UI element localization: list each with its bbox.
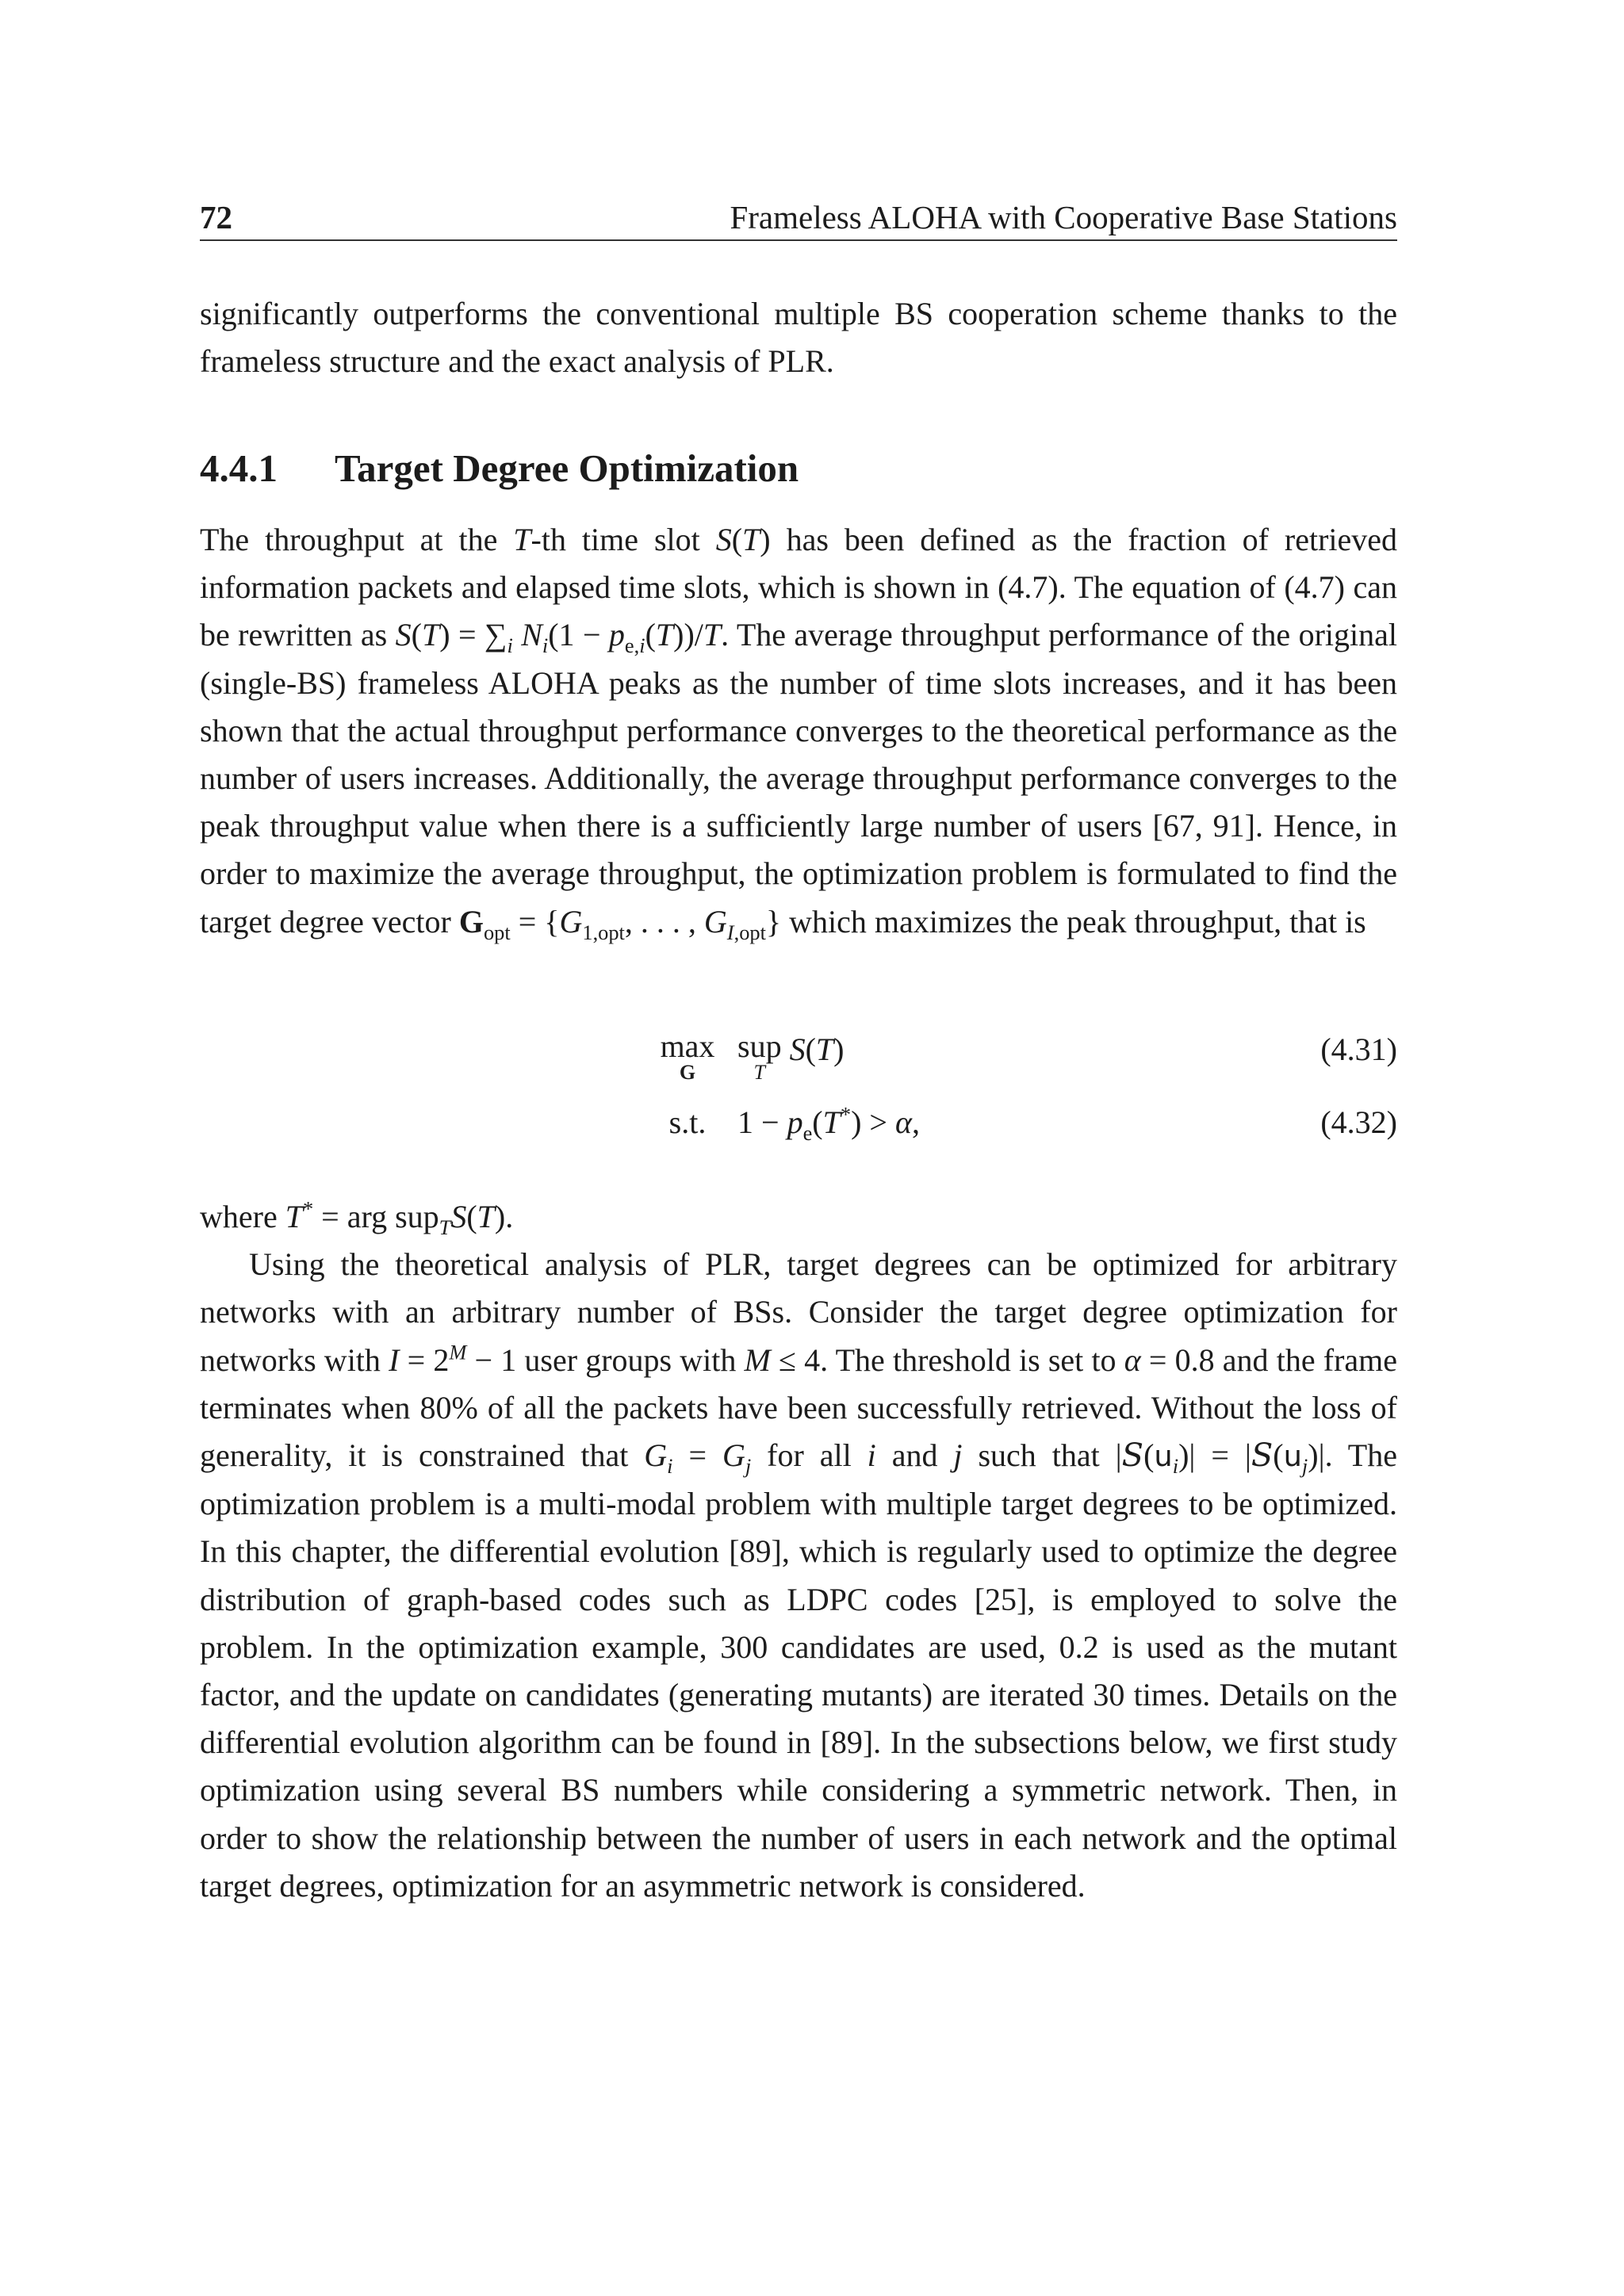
section-number: 4.4.1 [200, 446, 278, 490]
chapter-title: Frameless ALOHA with Cooperative Base Stations [730, 199, 1397, 235]
para1-text-1: The throughput at the [200, 522, 514, 557]
para2-text-5: for all [751, 1437, 868, 1474]
para1-text-4: . The average throughput performance of the original (single-BS) frameless ALOHA peaks as the number of time slots increases, and it has been shown that the actual throughput performance converges to the theoretical performance as the number of users increases. Additionally, the average throughput performance converges to the peak throughput value when there is a sufficiently large number of users [67, 91]. Hence, in order to maximize the average throughput, the optimization problem is formulated to find the target degree vector [200, 617, 1397, 939]
para2-text-1: Using the theoretical analysis of PLR, target degrees can be optimized for arbitrary networks with an arbitrary number of BSs. Consider the target degree optimization for networks with [200, 1246, 1397, 1378]
math-I-def: $I = 2^M - 1$ [389, 1340, 517, 1378]
math-S-of-T: S [715, 522, 732, 557]
equation-block [200, 1028, 1397, 1165]
paragraph-1: The throughput at the T-th time slot S(T) has been defined as the fraction of retrieved information packets and elapsed time slots, which is shown in (4.7). The equation of (4.7) can be rewritten as $S(T) = \sum_i$ $N_i(1 - p_{e,i}(T))/T$. The average throughput performance of the original (single-BS) frameless ALOHA peaks as the number of time slots increases, and it has been shown that the actual throughput performance converges to the theoretical performance as the number of users increases. Additionally, the average throughput performance converges to the peak throughput value when there is a sufficiently large number of users [67, 91]. Hence, in order to maximize the average throughput, the optimization problem is formulated to find the target degree vector $G_{opt} = \{G_{1,opt}$, . . . , $G_{I,opt}$} which maximizes the peak throughput, that is [200, 522, 1398, 944]
para2-text-7: such that [962, 1437, 1116, 1474]
para2-text-8: . The optimization problem is a multi-modal problem with multiple target degrees to be optimized. In this chapter, the differential evolution [89], which is regularly used to optimize the degree distribution of graph-based codes such as LDPC codes [25], is employed to solve the problem. In the optimization example, 300 candidates are used, 0.2 is used as the mutant factor, and the update on candidates (generating mutants) are iterated 30 times. Details on the differential evolution algorithm can be found in [89]. In the subsections below, we first study optimization using several BS numbers while considering a symmetric network. Then, in order to show the relationship between the number of users in each network and the optimal target degrees, optimization for an asymmetric network is considered. [200, 1437, 1397, 1904]
math-M-bound: M ≤ 4 [744, 1341, 821, 1378]
para2-text-2: user groups with [516, 1341, 745, 1378]
para1-text-3: has been defined as the fraction of retrieved information packets and elapsed time slots, which is shown in (4.7). The equation of (4.7) can be rewritten as [200, 522, 1398, 653]
section-heading [200, 441, 1397, 496]
equation-number-1: (4.31) [1320, 1031, 1397, 1067]
math-throughput-formula: $S(T) = \sum_i$ $N_i(1 - p_{e,i}(T))/T$ [395, 617, 722, 658]
math-i: i [867, 1437, 876, 1474]
intro-text: significantly outperforms the conventional multiple BS cooperation scheme thanks to the frameless structure and the exact analysis of PLR. [200, 296, 1397, 380]
intro-paragraph [200, 290, 1397, 385]
section-title: Target Degree Optimization [335, 446, 799, 490]
para2-text-6: and [875, 1437, 954, 1474]
para1-text-5: which maximizes the peak throughput, that is [781, 903, 1366, 939]
equation-number-2: (4.32) [1320, 1104, 1397, 1140]
math-alpha-value: α = 0.8 [1124, 1341, 1215, 1378]
page-number: 72 [200, 199, 232, 235]
para2-text-3: . The threshold is set to [820, 1341, 1124, 1378]
eq-constraint: $1 - p_e(T^*) > \alpha$, [737, 1102, 920, 1145]
math-t-star: T* = arg sup$_T$S(T). [285, 1196, 514, 1239]
eq-subject-to: s.t. [668, 1104, 707, 1140]
math-set-size-eq: $|S(u_i)| = |S(u_j)|$ [1115, 1437, 1325, 1479]
equation-4-32 [200, 1104, 1397, 1159]
running-header [200, 195, 1397, 241]
equation-4-31 [200, 1028, 1397, 1086]
math-g-opt: $G_{opt} = \{G_{1,opt}$, . . . , $G_{I,opt}$} [458, 903, 782, 944]
para2-text-4: and the frame terminates when 80% of all the packets have been successfully retrieved. Without the loss of generality, it is constrained that [200, 1341, 1398, 1474]
math-j: j [953, 1437, 963, 1474]
eq-objective: sup T S(T) [737, 1028, 845, 1084]
math-T: T [513, 522, 531, 557]
paragraph-2 [200, 1193, 1397, 1910]
where-text: where [200, 1199, 285, 1234]
eq-max-operator: max G [660, 1028, 715, 1084]
math-Gi-eq-Gj: $G_i = G_j$ [644, 1437, 752, 1479]
para1-text-2: -th time slot [530, 522, 716, 557]
